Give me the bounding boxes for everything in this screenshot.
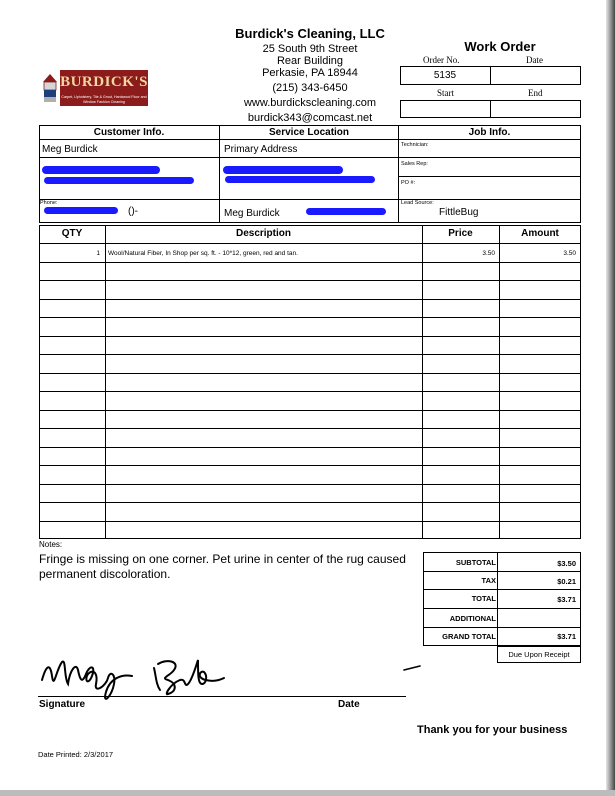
logo-tagline: Carpet, Upholstery, Tile & Grout, Hardwood Floor and Window Fashion Cleaning	[60, 94, 148, 106]
company-city: Perkasie, PA 18944	[262, 67, 358, 79]
signature-mark	[402, 662, 422, 674]
date-label: Date	[526, 55, 543, 65]
signature-date-label: Date	[338, 699, 360, 710]
customer-name: Meg Burdick	[42, 144, 98, 155]
tax-value: $0.21	[557, 577, 576, 586]
item-amount: 3.50	[563, 250, 576, 257]
table-column-rule	[422, 225, 423, 539]
logo-house-icon	[42, 72, 58, 104]
table-row-rule	[39, 317, 581, 318]
company-phone: (215) 343-6450	[272, 82, 348, 94]
date-printed-value: 2/3/2017	[83, 750, 114, 759]
table-row-rule	[39, 391, 581, 392]
item-description: Wool/Natural Fiber, In Shop per sq. ft. - 10*12, green, red and tan.	[108, 250, 298, 257]
amount-header: Amount	[521, 228, 559, 239]
order-no-label: Order No.	[423, 55, 460, 65]
table-row-rule	[39, 373, 581, 374]
redacted-customer-address	[42, 166, 160, 174]
lead-source-value: FittleBug	[439, 207, 479, 218]
date-printed-label: Date Printed:	[38, 750, 82, 759]
table-row-rule	[39, 262, 581, 263]
table-column-rule	[499, 225, 500, 539]
customer-phone-suffix: ()-	[128, 206, 138, 217]
end-label: End	[528, 88, 543, 98]
signature-line	[38, 696, 406, 697]
table-row-rule	[39, 428, 581, 429]
po-label: PO #:	[401, 180, 416, 186]
date-printed	[38, 750, 113, 759]
table-row-rule	[39, 484, 581, 485]
signature-label: Signature	[39, 699, 86, 710]
total-value: $3.71	[557, 595, 576, 604]
price-header: Price	[448, 228, 473, 239]
tax-label: TAX	[481, 576, 496, 585]
work-order-title: Work Order	[464, 39, 536, 54]
table-row-rule	[39, 410, 581, 411]
payment-terms: Due Upon Receipt	[508, 650, 570, 659]
start-label: Start	[437, 88, 454, 98]
grand-total-value: $3.71	[557, 632, 576, 641]
table-row-rule	[39, 336, 581, 337]
subtotal-value: $3.50	[557, 559, 576, 568]
table-row-rule	[39, 521, 581, 522]
table-row-rule	[39, 354, 581, 355]
notes-label: Notes:	[39, 540, 63, 549]
service-address-label: Primary Address	[224, 144, 298, 155]
phone-label: Phone:	[40, 200, 58, 206]
redacted-customer-city	[44, 177, 194, 184]
additional-label: ADDITIONAL	[449, 614, 496, 623]
table-row-rule	[39, 465, 581, 466]
lead-source-label: Lead Source:	[401, 200, 434, 206]
service-location-header: Service Location	[268, 127, 350, 138]
grand-total-label: GRAND TOTAL	[442, 632, 496, 641]
technician-label: Technician:	[401, 142, 429, 148]
order-number: 5135	[433, 70, 457, 81]
table-row-rule	[39, 502, 581, 503]
redacted-service-city	[225, 176, 375, 183]
page-edge-shadow	[606, 0, 615, 796]
table-row-rule	[39, 280, 581, 281]
sales-rep-label: Sales Rep:	[401, 161, 428, 167]
subtotal-label: SUBTOTAL	[455, 558, 496, 567]
company-address-line1: 25 South 9th Street	[262, 43, 358, 55]
company-address-line2: Rear Building	[276, 55, 344, 67]
table-row-rule	[39, 447, 581, 448]
qty-header: QTY	[61, 228, 83, 239]
service-contact-name: Meg Burdick	[224, 208, 280, 219]
company-name: Burdick's Cleaning, LLC	[235, 26, 385, 41]
logo-wordmark: BURDICK'S	[60, 70, 148, 94]
customer-info-header: Customer Info.	[93, 127, 165, 138]
item-qty: 1	[96, 250, 100, 257]
redacted-service-address	[223, 166, 343, 174]
item-price: 3.50	[482, 250, 495, 257]
company-website: www.burdickscleaning.com	[243, 97, 377, 109]
table-column-rule	[105, 225, 106, 539]
job-info-header: Job Info.	[468, 127, 511, 138]
description-header: Description	[235, 228, 291, 239]
company-email: burdick343@comcast.net	[247, 112, 373, 124]
redacted-service-phone	[306, 208, 386, 215]
thank-you-message: Thank you for your business	[417, 724, 568, 736]
redacted-customer-phone	[44, 207, 118, 214]
page-bottom-edge	[0, 790, 615, 796]
total-label: TOTAL	[471, 594, 496, 603]
table-row-rule	[39, 299, 581, 300]
notes-text: Fringe is missing on one corner. Pet urine in center of the rug caused permanent discoloration.	[39, 552, 406, 581]
company-logo	[42, 70, 148, 108]
